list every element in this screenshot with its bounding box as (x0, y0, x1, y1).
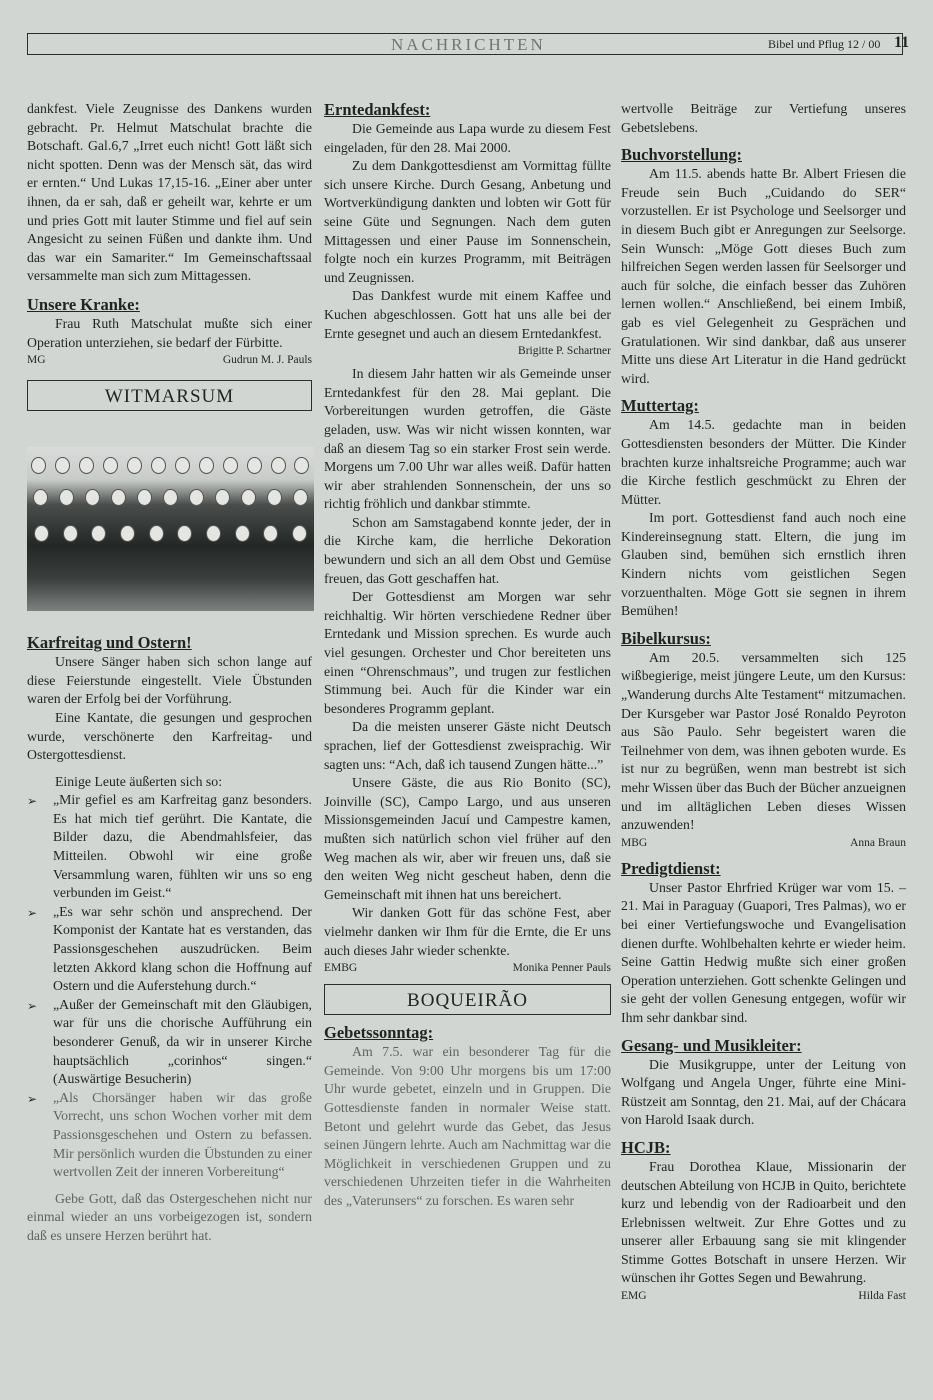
signature-line (324, 960, 611, 976)
paragraph: Am 14.5. gedachte man in beiden Gottesdiensten besonders der Mütter. Die Kinder brachten kurze inhaltsreiche Programme; auch war die Kirche festlich geschmückt zu Ehren der Mütter. (621, 417, 906, 507)
arrow-bullet-icon: ➢ (27, 998, 38, 1013)
signature-author: Brigitte P. Schartner (518, 345, 611, 358)
photo-face (149, 525, 164, 542)
photo-row (27, 489, 314, 506)
photo-face (55, 457, 70, 474)
paragraph: In diesem Jahr hatten wir als Gemeinde unser Erntedankfest für den 28. Mai geplant. Die Vorbereitungen wurden getroffen, die Gäste geladen, usw. Was wir nicht wissen konnten, war daß an diesem Tag so ein starker Frost sein werde. Morgens um 7.00 Uhr war alles weiß. Dafür hatten wir aber strahlenden Sonnenschein, der uns so richtig fröhlich und dankbar stimmte. (324, 366, 611, 512)
paragraph: Die Gemeinde aus Lapa wurde zu diesem Fest eingeladen, für den 28. Mai 2000. (324, 121, 611, 155)
column-middle (324, 100, 611, 1210)
photo-face (79, 457, 94, 474)
paragraph: Am 7.5. war ein besonderer Tag für die Gemeinde. Von 9:00 Uhr morgens bis um 17:00 Uhr wurde gebetet, einzeln und in Gruppen. Die Gottesdienste fanden in normaler Weise statt. Betont und gelehrt wurde das Gebet, das Jesus seinen Jüngern lehrte. Auch am Nachmittag war die Möglichkeit in verschiedenen Gruppen und zu verschiedenen Uhrzeiten tiefer in die Wahrheiten des „Vaterunsers“ zu forschen. Es waren sehr (324, 1044, 611, 1208)
photo-face (163, 489, 178, 506)
photo-face (293, 489, 308, 506)
paragraph: Frau Dorothea Klaue, Missionarin der deutschen Abteilung von HCJB in Quito, berichtete kurz und lebendig von der Radioarbeit und den Erlebnissen weltweit. Zur Ehre Gottes und zu unserer aller Erbauung sang sie mit klingender Stimme Gottes Botschaft in unsere Herzen. Wir wünschen ihr Gottes Segen und Bewahrung. (621, 1158, 906, 1286)
photo-face (120, 525, 135, 542)
paragraph: Am 11.5. abends hatte Br. Albert Friesen die Freude sein Buch „Cuidando do SER“ vorzustellen. Er ist Psychologe und Seelsorger und in diesem Buch gibt er Anregungen zur Seelsorge. Sein Wunsch: „Möge Gott dieses Buch zum hilfreichen Segen werden lassen für Seelsorger und auch für solche, die einfach besser das Zuhören lernen wollen.“ Anschließend, bei einem Imbiß, gab es viel Gelegenheit zu Gesprächen und Gratulationen. Wir sind dankbar, daß aus unserer Mitte uns diese Art Literatur in die Hand gedrückt wird. (621, 166, 906, 386)
signature-author: Monika Penner Pauls (512, 962, 611, 975)
paragraph: Eine Kantate, die gesungen und gesprochen wurde, verschönerte den Karfreitag- und Ostergottesdienst. (27, 709, 312, 763)
photo-face (63, 525, 78, 542)
photo-face (223, 457, 238, 474)
photo-face (59, 489, 74, 506)
photo-face (263, 525, 278, 542)
paragraph: Unser Pastor Ehrfried Krüger war vom 15. – 21. Mai in Paraguay (Guapori, Tres Palmas), wo er bei einer Vertiefungswoche und Evangelisation dienen durfte. Wohlbehalten kehrte er wieder heim. Seine Gattin Hedwig mußte sich einer großen Operation unterziehen. Gott schenkte Gelingen und sie geht der vollen Genesung entgegen, wofür wir Ihm sehr dankbar sind. (621, 879, 906, 1025)
paragraph: Das Dankfest wurde mit einem Kaffee und Kuchen abgeschlossen. Gott hat uns alle bei der Ernte gesegnet und auch an diesem Erntedankfest. (324, 288, 611, 341)
photo-face (175, 457, 190, 474)
photo-face (189, 489, 204, 506)
photo-face (127, 457, 142, 474)
photo-face (294, 457, 309, 474)
photo-face (177, 525, 192, 542)
quote-text: „Als Chorsänger haben wir das große Vorrecht, uns schon Wochen vorher mit dem Passionsgeschehen und Ostern zu befassen. Mir persönlich wurden die Übstunden zu einer wertvollen Zeit der inneren Vorbereitung“ (53, 1089, 312, 1180)
paragraph: Unsere Sänger haben sich schon lange auf diese Feierstunde eingestellt. Viele Übstunden waren der Erfolg bei der Vorführung. (27, 654, 312, 707)
signature-line (27, 352, 312, 368)
photo-face (241, 489, 256, 506)
photo-face (31, 457, 46, 474)
paragraph: Am 20.5. versammelten sich 125 wißbegierige, meist jüngere Leute, um den Kursus: „Wanderung durchs Alte Testament“ mitzumachen. Der Kursgeber war Pastor José Ronaldo Peyroton aus São Paulo. Sehr begeistert waren die Teilnehmer von dem, was ihnen geboten wurde. Es ist nur zu begrüßen, wenn man bestrebt ist sich mehr Wissen über das Buch der Bücher anzueignen und im alltäglichen Leben dieses Wissen anzuwenden! (621, 649, 906, 833)
signature-line (621, 835, 906, 851)
photo-face (206, 525, 221, 542)
photo-face (151, 457, 166, 474)
photo-face (33, 489, 48, 506)
quote-text: „Mir gefiel es am Karfreitag ganz besonders. Es hat mich tief gerührt. Die Kantate, die Bilder dazu, die Abendmahlsfeier, das Mitteilen. Obwohl wir eine große Versammlung waren, fühlten wir uns so eng verbunden im Geist.“ (53, 792, 312, 901)
paragraph: Einige Leute äußerten sich so: (55, 773, 223, 789)
heading-buchvorstellung: Buchvorstellung: (621, 145, 743, 165)
paragraph: Da die meisten unserer Gäste nicht Deutsch sprachen, lief der Gottesdienst zweisprachig. Wir sagten uns: “Ach, daß ich tausend Zungen hätte...” (324, 719, 611, 772)
arrow-bullet-icon: ➢ (27, 1091, 38, 1106)
photo-face (91, 525, 106, 542)
paragraph: Im port. Gottesdienst fand auch noch eine Kindereinsegnung statt. Eltern, die jung im Glauben sind, bemühen sich ernstlich ihren Kindern nichts vom geistlichen Segen vorzuenthalten. Möge Gott sie segnen in ihrem Bemühen! (621, 510, 906, 619)
page-header (27, 33, 910, 55)
photo-face (85, 489, 100, 506)
paragraph: wertvolle Beiträge zur Vertiefung unseres Gebetslebens. (621, 101, 906, 135)
heading-erntedankfest: Erntedankfest: (324, 100, 431, 119)
paragraph: Gebe Gott, daß das Ostergeschehen nicht nur einmal wieder an uns vorbeigezogen ist, sondern daß es unsere Herzen berührt hat. (27, 1190, 312, 1243)
photo-face (247, 457, 262, 474)
paragraph: Zu dem Dankgottesdienst am Vormittag füllte sich unsere Kirche. Durch Gesang, Anbetung und Wortverkündigung dankten und lobten wir Gott für seine Güte und Segnungen. Nach dem guten Mittagessen und einer Pause im Sonnenschein, folgte noch ein kurzes Programm, mit Beiträgen und Zeugnissen. (324, 158, 611, 285)
quote-text: „Außer der Gemeinschaft mit den Gläubigen, war für uns die chorische Aufführung ein besonderer Genuß, da wir in unserer Kirche hauptsächlich „corinhos“ singen.“ (Auswärtige Besucherin) (53, 996, 312, 1087)
quote-item (27, 903, 312, 996)
photo-face (137, 489, 152, 506)
paragraph: Frau Ruth Matschulat mußte sich einer Operation unterziehen, sie bedarf der Fürbitte. (27, 315, 312, 350)
region-heading-witmarsum: WITMARSUM (27, 380, 312, 411)
photo-face (111, 489, 126, 506)
signature-author: Gudrun M. J. Pauls (222, 354, 312, 367)
heading-predigtdienst: Predigtdienst: (621, 858, 721, 878)
signature-author: Hilda Fast (858, 1290, 906, 1303)
photo-face (271, 457, 286, 474)
column-left (27, 100, 312, 1246)
photo-face (215, 489, 230, 506)
publication-issue: Bibel und Pflug 12 / 00 (768, 37, 881, 51)
choir-photo (27, 447, 314, 611)
signature-line (324, 343, 611, 359)
heading-hcjb: HCJB: (621, 1137, 671, 1157)
photo-row (27, 457, 314, 474)
photo-face (292, 525, 307, 542)
paragraph: Wir danken Gott für das schöne Fest, aber vielmehr danken wir Ihm für die Ernte, die Er uns auch dieses Jahr wieder schenkte. (324, 905, 611, 958)
photo-face (267, 489, 282, 506)
region-heading-boqueirao: BOQUEIRÃO (324, 984, 611, 1015)
paragraph: Schon am Samstagabend konnte jeder, der in die Kirche kam, die herrliche Dekoration bewundern und sich an all dem Obst und Gemüse freuen, das Gott geschaffen hat. (324, 514, 611, 586)
photo-face (34, 525, 49, 542)
photo-face (235, 525, 250, 542)
photo-face (103, 457, 118, 474)
heading-muttertag: Muttertag: (621, 396, 699, 416)
signature-abbrev: MG (27, 354, 46, 367)
heading-kranke: Unsere Kranke: (27, 294, 140, 314)
heading-bibelkursus: Bibelkursus: (621, 628, 711, 648)
quote-item (27, 996, 312, 1089)
heading-gesang-musikleiter: Gesang- und Musikleiter: (621, 1035, 802, 1055)
signature-author: Anna Braun (850, 836, 906, 849)
heading-gebetssonntag: Gebetssonntag: (324, 1023, 434, 1043)
arrow-bullet-icon: ➢ (27, 905, 38, 920)
photo-row (27, 525, 314, 542)
quote-item (27, 1089, 312, 1182)
column-right (621, 100, 906, 1304)
signature-line (621, 1288, 906, 1304)
paragraph: Unsere Gäste, die aus Rio Bonito (SC), Joinville (SC), Campo Largo, und aus unseren Missionsgemeinden Jacuí und Campestre kamen, mußten sich natürlich schon viel früher auf den Weg machen als wir, aber wir freuen uns, daß sie den weiten Weg nicht gescheut haben, denn die Gemeinschaft mit ihnen hat uns bereichert. (324, 775, 611, 902)
signature-abbrev: EMBG (324, 962, 358, 975)
arrow-bullet-icon: ➢ (27, 794, 38, 809)
quote-text: „Es war sehr schön und ansprechend. Der Komponist der Kantate hat es verstanden, das Passionsgeschehen auszudrücken. Beim letzten Akkord klang schon die Hoffnung auf Ostern und die Auferstehung durch.“ (53, 903, 312, 994)
heading-karfreitag: Karfreitag und Ostern! (27, 633, 192, 653)
paragraph: Die Musikgruppe, unter der Leitung von Wolfgang und Angela Unger, führte eine Mini-Rüstzeit am Sonntag, den 21. Mai, auf der Chácara von Harold Isaak durch. (621, 1056, 906, 1128)
paragraph: Der Gottesdienst am Morgen war sehr reichhaltig. Wir hörten verschiedene Redner über Erntedank und Mission sprechen. Es wurde auch viel gesungen. Orchester und Chor bereiteten uns einen “Ohrenschmaus”, und trugen zur festlichen Stimmung bei. Auch für die Kinder war ein besonderes Programm geplant. (324, 589, 611, 716)
photo-face (199, 457, 214, 474)
signature-abbrev: EMG (621, 1290, 647, 1303)
quote-item (27, 791, 312, 903)
signature-abbrev: MBG (621, 836, 648, 849)
section-title: NACHRICHTEN (391, 35, 546, 54)
paragraph: dankfest. Viele Zeugnisse des Dankens wurden gebracht. Pr. Helmut Matschulat brachte die Botschaft. Gal.6,7 „Irret euch nicht! Gott läßt sich nicht spotten. Denn was der Mensch sät, das wird er ernten.“ Und Lukas 17,15-16. „Einer aber unter ihnen, da er sah, daß er geheilt war, kehrte er um und pries Gott mit lauter Stimme und fiel auf sein Angesicht zu seinen Füßen und dankte ihm. Und das war ein Samariter.“ Im Gemeinschaftssaal versammelte man sich zum Mittagessen. (27, 101, 312, 284)
page-number: 11 (894, 34, 910, 51)
